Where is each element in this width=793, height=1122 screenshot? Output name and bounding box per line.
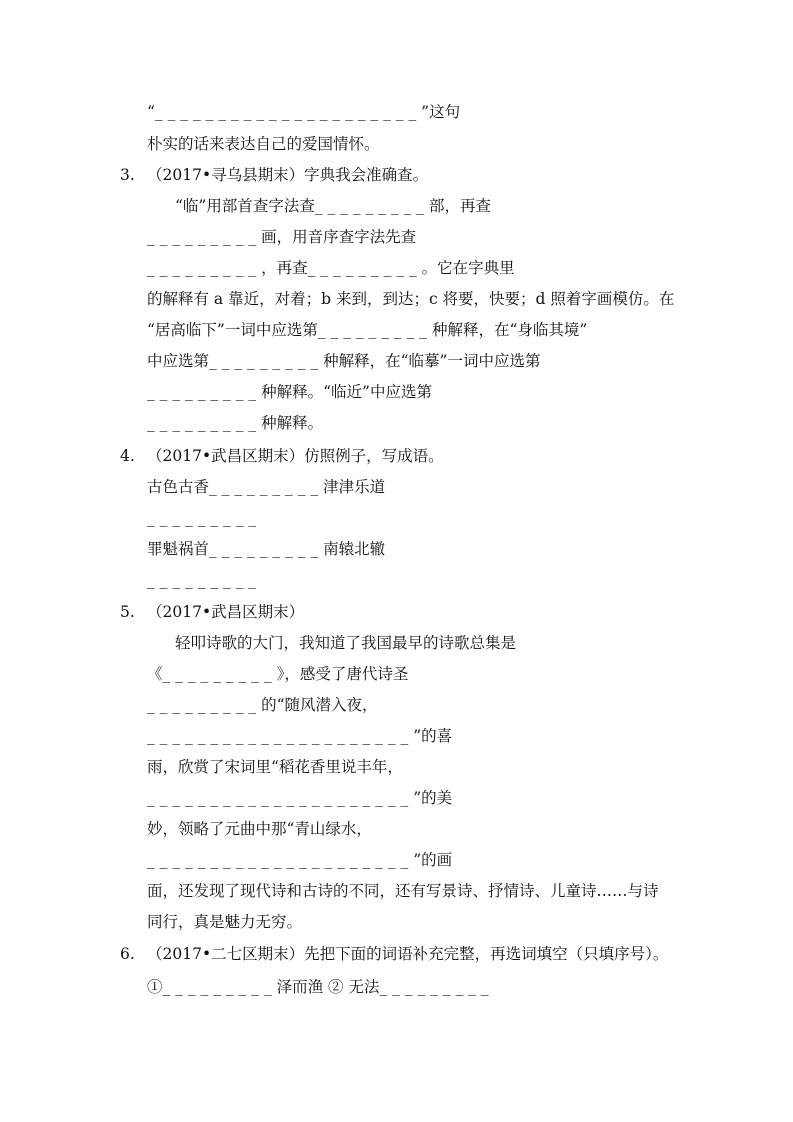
text-line: _ _ _ _ _ _ _ _ _ ，再查_ _ _ _ _ _ _ _ _ 。它在字典里 bbox=[147, 259, 515, 277]
text-line: “居高临下”一词中应选第_ _ _ _ _ _ _ _ _ 种解释，在“身临其境” bbox=[147, 321, 588, 339]
idiom-line: 罪魁祸首_ _ _ _ _ _ _ _ _ 南辕北辙 bbox=[147, 540, 386, 558]
text-line: _ _ _ _ _ _ _ _ _ _ _ _ _ _ _ _ _ _ _ _ _ ”的喜 bbox=[147, 727, 453, 745]
question-number: 3. bbox=[120, 166, 135, 184]
question-heading: （2017•武昌区期末）仿照例子，写成语。 bbox=[147, 447, 444, 465]
idiom-line: 古色古香_ _ _ _ _ _ _ _ _ 津津乐道 bbox=[147, 478, 386, 496]
text-line: “临”用部首查字法查_ _ _ _ _ _ _ _ _ 部，再查 bbox=[175, 197, 491, 215]
text-line: _ _ _ _ _ _ _ _ _ _ _ _ _ _ _ _ _ _ _ _ _ ”的美 bbox=[147, 789, 453, 807]
answer-blank: _ _ _ _ _ _ _ _ _ bbox=[147, 509, 257, 527]
text-line: _ _ _ _ _ _ _ _ _ _ _ _ _ _ _ _ _ _ _ _ _ ”的画 bbox=[147, 851, 453, 869]
text-line: “_ _ _ _ _ _ _ _ _ _ _ _ _ _ _ _ _ _ _ _ _ ”这句 bbox=[147, 103, 461, 121]
text-line: _ _ _ _ _ _ _ _ _ 的“随风潜入夜， bbox=[147, 696, 378, 714]
question-heading: （2017•二七区期末）先把下面的词语补充完整，再选词填空（只填序号）。 bbox=[147, 945, 669, 963]
text-line: 轻叩诗歌的大门，我知道了我国最早的诗歌总集是 bbox=[175, 634, 517, 652]
text-line: 面，还发现了现代诗和古诗的不同，还有写景诗、抒情诗、儿童诗……与诗 bbox=[147, 882, 659, 900]
text-line: 朴实的话来表达自己的爱国情怀。 bbox=[147, 135, 380, 153]
question-number: 6. bbox=[120, 945, 135, 963]
text-line: _ _ _ _ _ _ _ _ _ 种解释。 bbox=[147, 414, 324, 432]
text-line: 中应选第_ _ _ _ _ _ _ _ _ 种解释，在“临摹”一词中应选第 bbox=[147, 352, 541, 370]
text-line: 雨，欣赏了宋词里“稻花香里说丰年， bbox=[147, 758, 403, 776]
question-heading: （2017•武昌区期末） bbox=[147, 603, 305, 621]
question-number: 5. bbox=[120, 603, 135, 621]
text-line: 同行，真是魅力无穷。 bbox=[147, 913, 303, 931]
text-line: 《_ _ _ _ _ _ _ _ _ 》，感受了唐代诗圣 bbox=[147, 665, 409, 683]
text-line: _ _ _ _ _ _ _ _ _ 画，用音序查字法先查 bbox=[147, 228, 417, 246]
answer-blank: _ _ _ _ _ _ _ _ _ bbox=[147, 571, 257, 589]
text-line: _ _ _ _ _ _ _ _ _ 种解释。“临近”中应选第 bbox=[147, 383, 432, 401]
fill-in-line: ①_ _ _ _ _ _ _ _ _ 泽而渔 ② 无法_ _ _ _ _ _ _ _ _ bbox=[147, 978, 489, 996]
question-number: 4. bbox=[120, 447, 135, 465]
question-heading: （2017•寻乌县期末）字典我会准确查。 bbox=[147, 166, 429, 184]
text-line: 的解释有 a 靠近，对着；b 来到，到达；c 将要，快要；d 照着字画模仿。在 bbox=[147, 290, 675, 308]
text-line: 妙，领略了元曲中那“青山绿水， bbox=[147, 820, 372, 838]
